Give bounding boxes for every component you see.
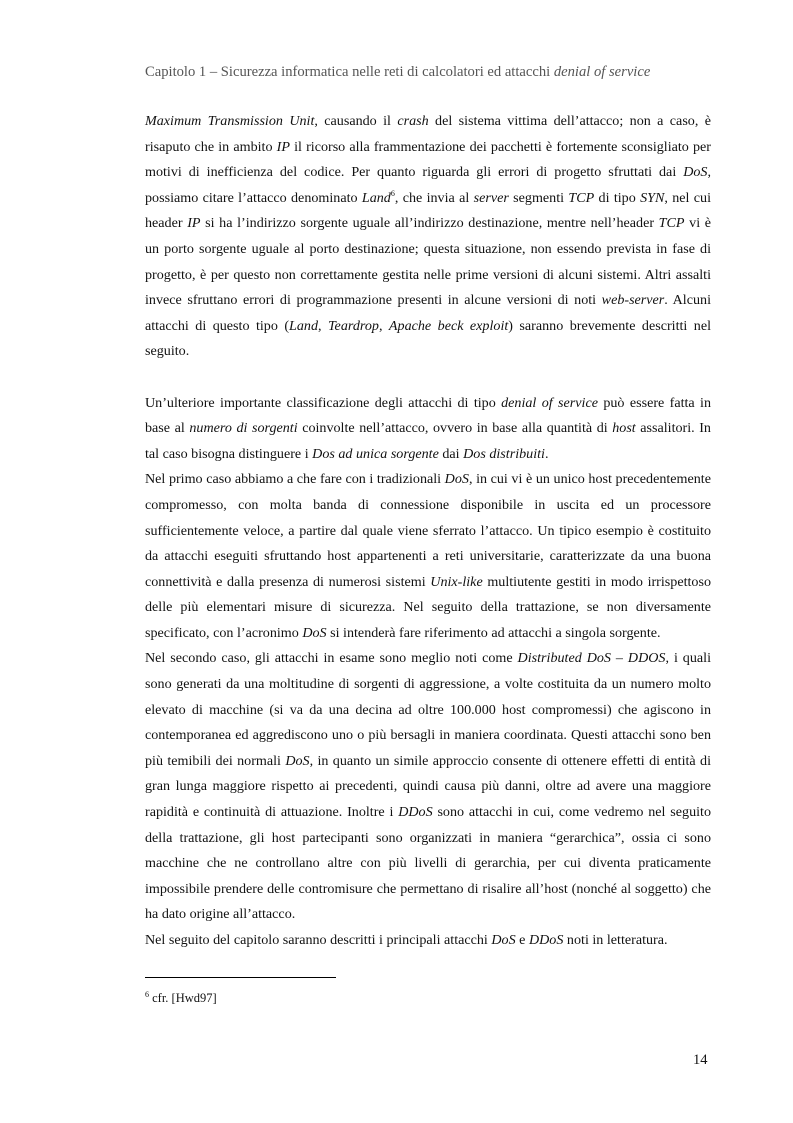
text-run: , in quanto un simile approccio consente di ottenere effetti di entità di gran lunga maggiore rispetto ai precedenti, quindi causa più danni, oltre ad avere una maggiore rapidità e continuità di attuazione. Inoltre i bbox=[145, 752, 711, 821]
emphasis-text: denial of service bbox=[501, 394, 598, 411]
footnote-reference: 6 bbox=[390, 188, 395, 198]
text-run: noti in letteratura. bbox=[563, 932, 668, 948]
emphasis-text: host bbox=[612, 420, 636, 437]
paragraph bbox=[145, 928, 711, 954]
text-run: Un’ulteriore importante classificazione degli attacchi di tipo bbox=[145, 394, 502, 411]
page-number: 14 bbox=[693, 1052, 708, 1068]
text-run: sono attacchi in cui, come vedremo nel seguito della trattazione, gli host partecipanti sono organizzati in maniera “gerarchica”, ossia ci sono macchine che ne controllano altre con più livelli di gerarchia, per cui diventa praticamente impossibile prendere delle contromisure che permettano di risalire all’host (nonché al soggetto) che ha dato origine all’attacco. bbox=[145, 804, 711, 923]
header-title-emphasis: denial of service bbox=[553, 64, 651, 80]
text-run: , nel cui header bbox=[145, 189, 711, 232]
paragraph bbox=[145, 646, 711, 928]
text-run: , causando il bbox=[314, 113, 398, 129]
emphasis-text: Teardrop bbox=[328, 317, 379, 334]
emphasis-text: server bbox=[473, 189, 509, 206]
emphasis-text: DoS bbox=[683, 164, 708, 181]
emphasis-text: IP bbox=[276, 138, 290, 155]
text-run: di tipo bbox=[594, 189, 641, 206]
emphasis-text: DoS bbox=[444, 471, 469, 488]
emphasis-text: Unix-like bbox=[430, 573, 483, 590]
text-run: assalitori. In tal caso bisogna distinguere i bbox=[145, 420, 711, 462]
footnote-number: 6 bbox=[145, 990, 149, 999]
paragraph bbox=[145, 391, 711, 468]
text-run: Nel secondo caso, gli attacchi in esame sono meglio noti come bbox=[145, 650, 518, 667]
emphasis-text: DoS bbox=[491, 932, 516, 948]
text-run: Nel primo caso abbiamo a che fare con i tradizionali bbox=[145, 471, 445, 488]
body-text bbox=[145, 109, 711, 954]
text-run: , bbox=[378, 317, 389, 334]
text-run: e bbox=[515, 932, 529, 948]
emphasis-text: Apache beck exploit bbox=[388, 317, 509, 334]
emphasis-text: Land bbox=[289, 317, 319, 334]
text-run: ) saranno brevemente descritti nel seguito. bbox=[145, 317, 711, 360]
emphasis-text: web-server bbox=[601, 292, 665, 309]
text-run: segmenti bbox=[508, 189, 569, 206]
emphasis-text: DDoS bbox=[528, 932, 564, 948]
emphasis-text: crash bbox=[397, 113, 429, 129]
text-run: il ricorso alla frammentazione dei pacchetti è fortemente sconsigliato per motivi di inefficienza del codice. Per quanto riguarda gli errori di progetto sfruttati dai bbox=[145, 138, 711, 181]
text-run: Nel seguito del capitolo saranno descritti i principali attacchi bbox=[145, 932, 492, 948]
text-run: si intenderà fare riferimento ad attacchi a singola sorgente. bbox=[326, 624, 661, 641]
emphasis-text: Dos ad unica sorgente bbox=[312, 445, 439, 462]
text-run: , in cui vi è un unico host precedentemente compromesso, con molta banda di connessione disponibile in uscita ed un processore sufficientemente veloce, a partire dal quale viene sferrato l’attacco. Un tipico esempio è costituito da attacchi eseguiti sfruttando host appartenenti a reti universitarie, caratterizzate da una buona connettività e dalla presenza di numerosi sistemi bbox=[145, 471, 711, 590]
footnote bbox=[145, 990, 217, 1006]
text-run: . bbox=[544, 445, 549, 462]
emphasis-text: Land bbox=[361, 189, 391, 206]
text-run: multiutente gestiti in modo irrispettoso delle più elementari misure di sicurezza. Nel seguito della trattazione, se non diversamente specificato, con l’acronimo bbox=[145, 573, 711, 641]
emphasis-text: DoS bbox=[285, 752, 310, 769]
emphasis-text: IP bbox=[187, 215, 201, 232]
emphasis-text: TCP bbox=[568, 189, 595, 206]
emphasis-text: Dos distribuiti bbox=[463, 445, 545, 462]
text-run: dai bbox=[438, 445, 464, 462]
text-run: , i quali sono generati da una moltitudine di sorgenti di aggressione, a volte costituita da un numero molto elevato di macchine (si va da una decina ad oltre 100.000 host compromessi) che agiscono in contemporanea ed aggrediscono uno o più bersagli in maniera coordinata. Questi attacchi sono ben più temibili dei normali bbox=[145, 650, 711, 769]
header-title: Capitolo 1 – Sicurezza informatica nelle reti di calcolatori ed attacchi bbox=[145, 64, 554, 80]
text-run: può essere fatta in base al bbox=[145, 394, 712, 437]
text-run: , bbox=[318, 317, 329, 334]
running-header bbox=[145, 64, 665, 81]
footnote-separator bbox=[145, 977, 336, 978]
emphasis-text: SYN bbox=[640, 189, 665, 206]
paragraph bbox=[145, 109, 711, 365]
text-run: . Alcuni attacchi di questo tipo ( bbox=[145, 292, 711, 334]
text-run: del sistema vittima dell’attacco; non a caso, è risaputo che in ambito bbox=[145, 113, 712, 155]
paragraph bbox=[145, 467, 711, 646]
text-run: coinvolte nell’attacco, ovvero in base alla quantità di bbox=[297, 420, 613, 437]
emphasis-text: DoS bbox=[302, 624, 327, 641]
emphasis-text: Maximum Transmission Unit bbox=[145, 113, 315, 129]
paragraph-gap bbox=[145, 365, 711, 391]
emphasis-text: DDoS bbox=[398, 804, 433, 821]
emphasis-text: numero di sorgenti bbox=[189, 420, 298, 437]
emphasis-text: Distributed DoS – DDOS bbox=[517, 650, 666, 667]
text-run: vi è un porto sorgente uguale al porto destinazione; questa situazione, non essendo prevista in fase di progetto, è per questo non correttamente gestita nelle prime versioni di alcuni sistemi. Altri assalti invece sfruttano errori di programmazione presenti in alcune versioni di noti bbox=[145, 215, 712, 309]
text-run: , possiamo citare l’attacco denominato bbox=[145, 164, 711, 206]
text-run: si ha l’indirizzo sorgente uguale all’indirizzo destinazione, mentre nell’header bbox=[200, 215, 659, 232]
footnote-text: cfr. [Hwd97] bbox=[149, 991, 217, 1005]
emphasis-text: TCP bbox=[658, 215, 685, 232]
text-run: , che invia al bbox=[394, 189, 474, 206]
